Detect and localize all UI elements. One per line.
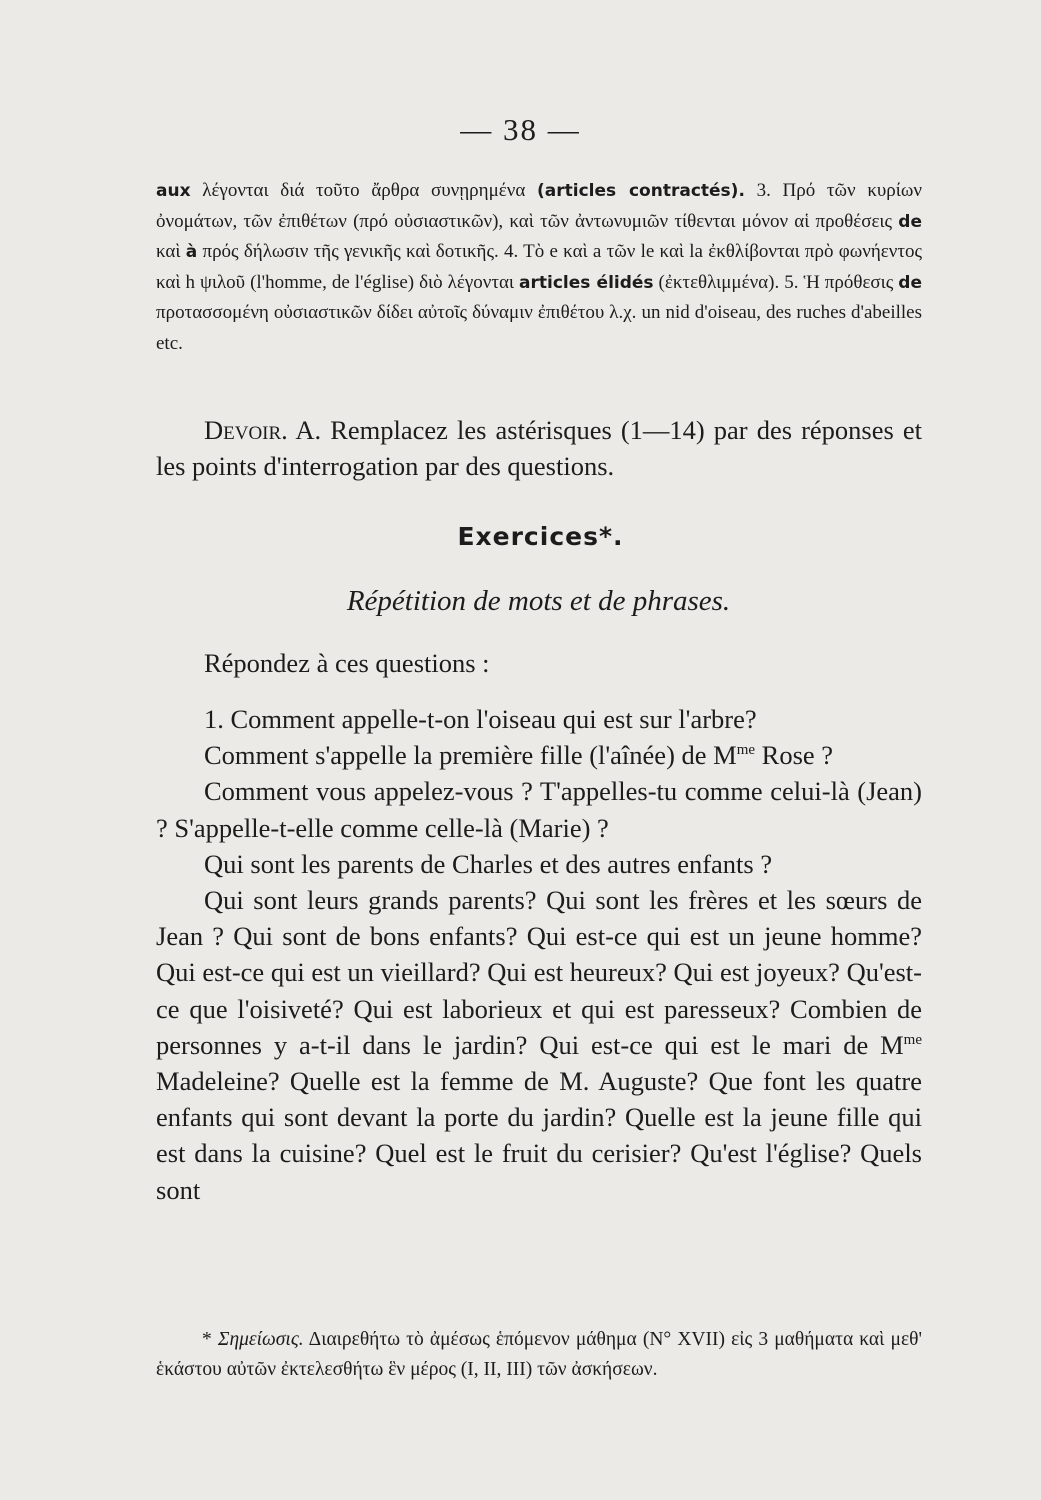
instruction-line: Répondez à ces questions : [204, 648, 490, 678]
grammar-notes [156, 176, 922, 359]
term-de-2: de [898, 272, 922, 293]
footnote-text: Διαιρεθήτω τὸ ἀμέσως ἑπόμενον μάθημα (N° XVII) εἰς 3 μαθήματα καὶ μεθ' ἑκάστου αὐτῶν ἐκτελεσθήτω ἓν μέρος (I, II, III) τῶν ἀσκήσεων. [156, 1329, 923, 1380]
greek-text-5: (ἐκτεθλιμμένα). 5. Ἡ πρόθεσις [653, 271, 899, 293]
devoir-label: Devoir. [204, 415, 288, 445]
footnote-mark: * [202, 1329, 218, 1350]
greek-text-4: πρός δήλωσιν τῆς γενικῆς καὶ δοτικῆς. 4. Τὸ e καὶ a τῶν le καὶ la ἐκθλίβονται πρὸ φωνήεντος καὶ h ψιλοῦ (l'homme, de l'église) διὸ λέγονται [156, 241, 922, 293]
question-paragraph-5: Qui sont leurs grands parents? Qui sont les frères et les sœurs de Jean ? Qui sont de bons enfants? Qui est-ce qui est un jeune homme? Qui est-ce qui est un vieillard? Qui est heureux? Qui est joyeux? Qu'est-ce que l'oisiveté? Qui est laborieux et qui est paresseux? Combien de personnes y a-t-il dans le jardin? Qui est-ce qui est le mari de $M^{me}$ Madeleine? Quelle est la femme de M. Auguste? Que font les quatre enfants qui sont devant la porte du jardin? Quelle est la jeune fille qui est dans la cuisine? Quel est le fruit du cerisier? Qu'est l'église? Quels sont [156, 885, 922, 1205]
footnote-label: Σημείωσις. [217, 1329, 304, 1350]
term-de: de [898, 211, 922, 232]
devoir-text: A. Remplacez les astérisques (1—14) par des réponses et les points d'interrogation par des questions. [156, 415, 922, 481]
question-paragraph-3: Comment vous appelez-vous ? T'appelles-tu comme celui-là (Jean) ? S'appelle-t-elle comme celle-là (Marie) ? [156, 776, 922, 843]
exercise-subtitle: Répétition de mots et de phrases. [346, 585, 731, 617]
term-aux: aux [156, 181, 191, 201]
superscript-me-2: me [903, 1031, 922, 1048]
question-paragraph-1: 1. Comment appelle-t-on l'oiseau qui est sur l'arbre? [204, 704, 757, 734]
greek-text-6: προτασσομένη οὐσιαστικῶν δίδει αὐτοῖς δύναμιν ἐπιθέτου λ.χ. un nid d'oiseau, des ruches d'abeilles etc. [156, 302, 922, 354]
greek-text-2: 3. Πρό τῶν κυρίων ὀνομάτων, τῶν ἐπιθέτων (πρό οὐσιαστικῶν), καὶ τῶν ἀντωνυμιῶν τίθενται μόνον αἱ προθέσεις [156, 180, 922, 232]
questions-block [156, 701, 922, 1208]
question-paragraph-4: Qui sont les parents de Charles et des autres enfants ? [204, 848, 773, 879]
superscript-me: me [736, 742, 756, 759]
greek-text-3: καὶ [156, 241, 186, 262]
footnote [156, 1325, 922, 1385]
term-articles-elides: articles élidés [519, 272, 654, 293]
term-articles-contractes: (articles contractés). [537, 181, 745, 201]
greek-text-1: λέγονται διά τοῦτο ἄρθρα συνῃρημένα [190, 180, 537, 201]
question-paragraph-2: Comment s'appelle la première fille (l'aînée) de $M^{me}$ Rose ? [204, 740, 834, 771]
page-number: — 38 — [460, 112, 581, 147]
devoir-paragraph [156, 412, 922, 484]
exercices-heading: Exercices*. [457, 522, 624, 551]
term-a: à [185, 242, 198, 262]
